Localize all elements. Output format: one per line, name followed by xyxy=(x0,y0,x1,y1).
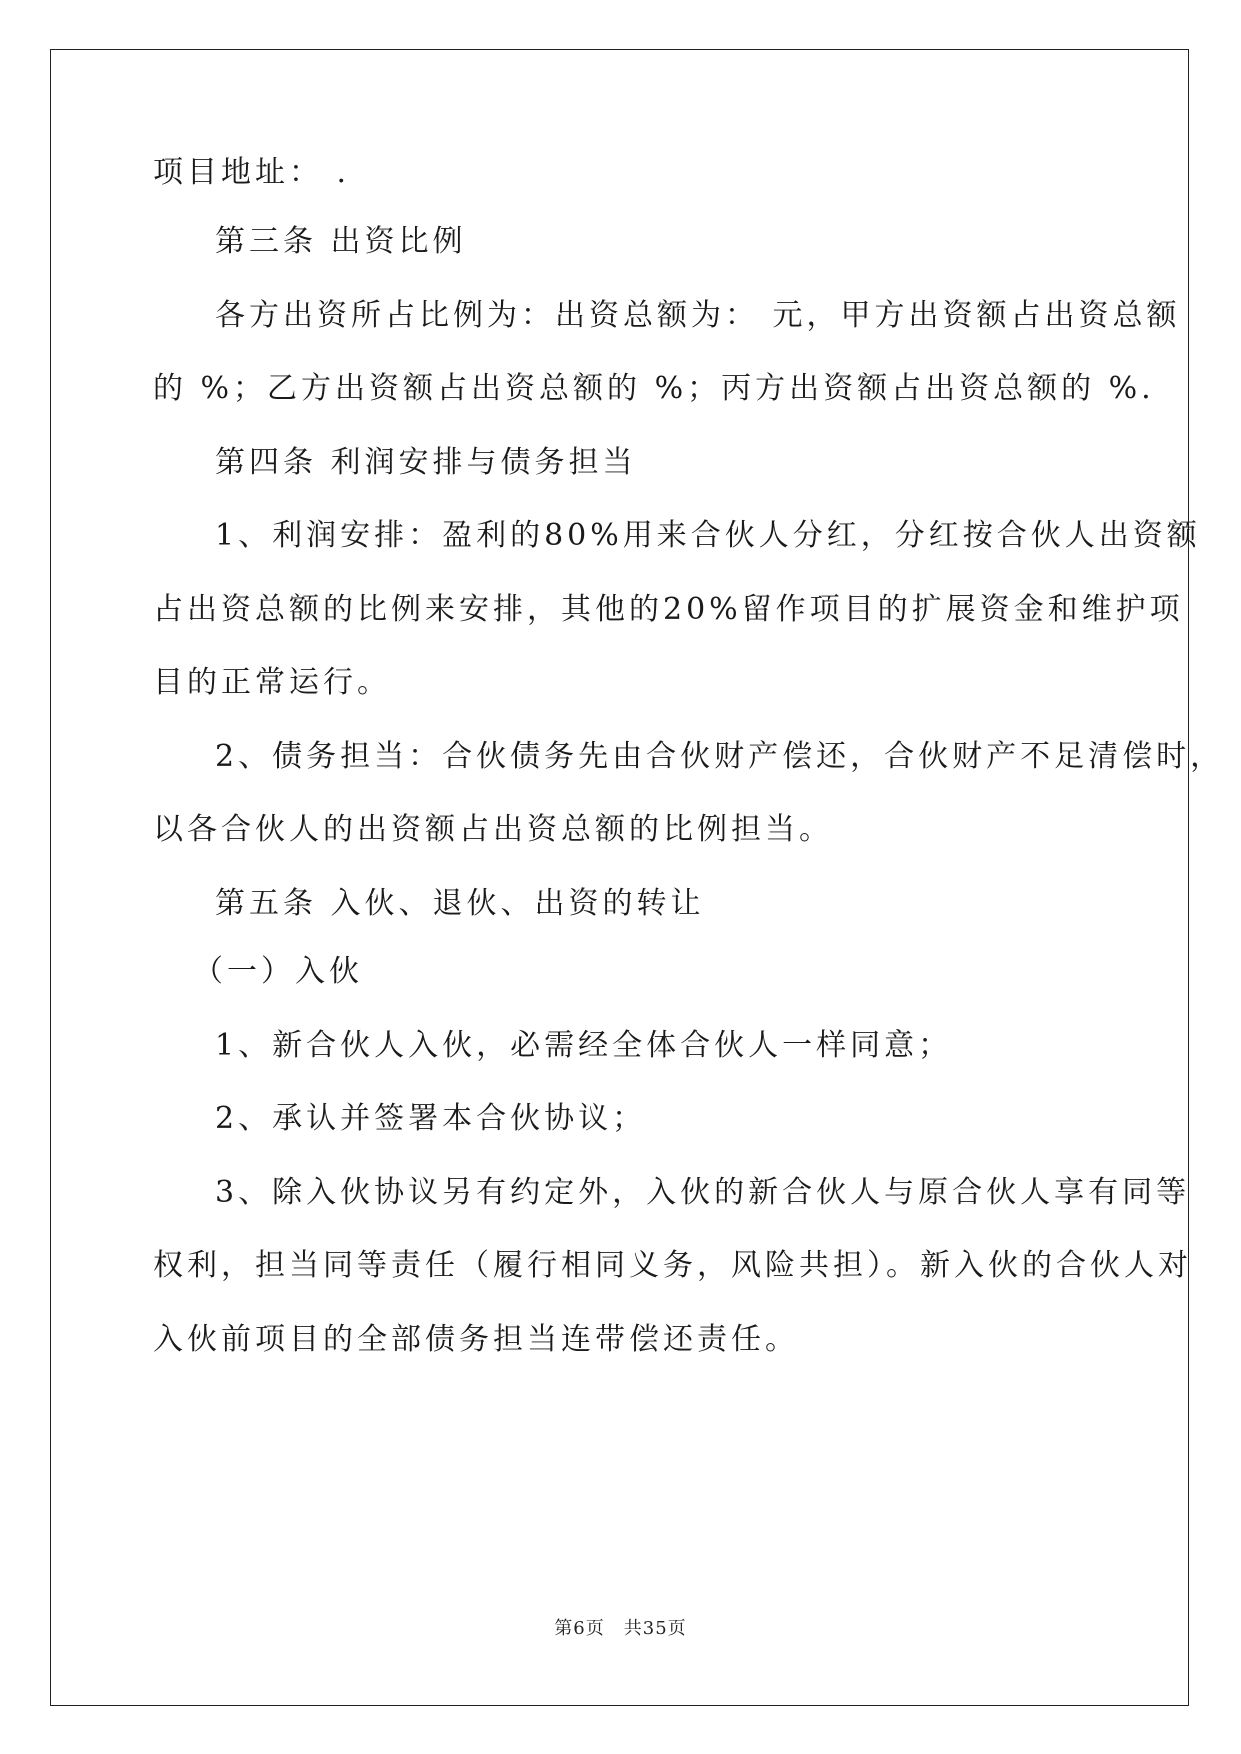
joining-item-2: 2、承认并签署本合伙协议； xyxy=(215,1101,647,1136)
profit-arrangement-line-2: 占出资总额的比例来安排，其他的20%留作项目的扩展资金和维护项 xyxy=(153,592,1184,627)
project-address-line: 项目地址： . xyxy=(153,155,351,190)
joining-item-3-line-1: 3、除入伙协议另有约定外，入伙的新合伙人与原合伙人享有同等 xyxy=(215,1175,1191,1210)
article-5-heading: 第五条 入伙、退伙、出资的转让 xyxy=(215,886,705,921)
profit-arrangement-line-1: 1、利润安排：盈利的80%用来合伙人分红，分红按合伙人出资额 xyxy=(215,518,1201,553)
profit-arrangement-line-3: 目的正常运行。 xyxy=(153,665,391,700)
article-4-heading: 第四条 利润安排与债务担当 xyxy=(215,445,637,480)
page-number-label: 第6页 共35页 xyxy=(554,1618,687,1639)
page-number-footer xyxy=(0,1614,1241,1640)
joining-item-3-line-2: 权利，担当同等责任（履行相同义务，风险共担）。新入伙的合伙人对 xyxy=(153,1248,1192,1283)
contribution-ratio-line-2: 的 %；乙方出资额占出资总额的 %；丙方出资额占出资总额的 %. xyxy=(153,371,1155,406)
joining-item-1: 1、新合伙人入伙，必需经全体合伙人一样同意； xyxy=(215,1028,953,1063)
contribution-ratio-line-1: 各方出资所占比例为：出资总额为： 元，甲方出资额占出资总额 xyxy=(215,298,1181,333)
article-3-heading: 第三条 出资比例 xyxy=(215,224,467,259)
debt-line-1: 2、债务担当：合伙债务先由合伙财产偿还，合伙财产不足清偿时， xyxy=(215,739,1225,774)
joining-item-3-line-3: 入伙前项目的全部债务担当连带偿还责任。 xyxy=(153,1322,799,1357)
section-joining-heading: （一）入伙 xyxy=(193,954,363,989)
debt-line-2: 以各合伙人的出资额占出资总额的比例担当。 xyxy=(153,812,833,847)
